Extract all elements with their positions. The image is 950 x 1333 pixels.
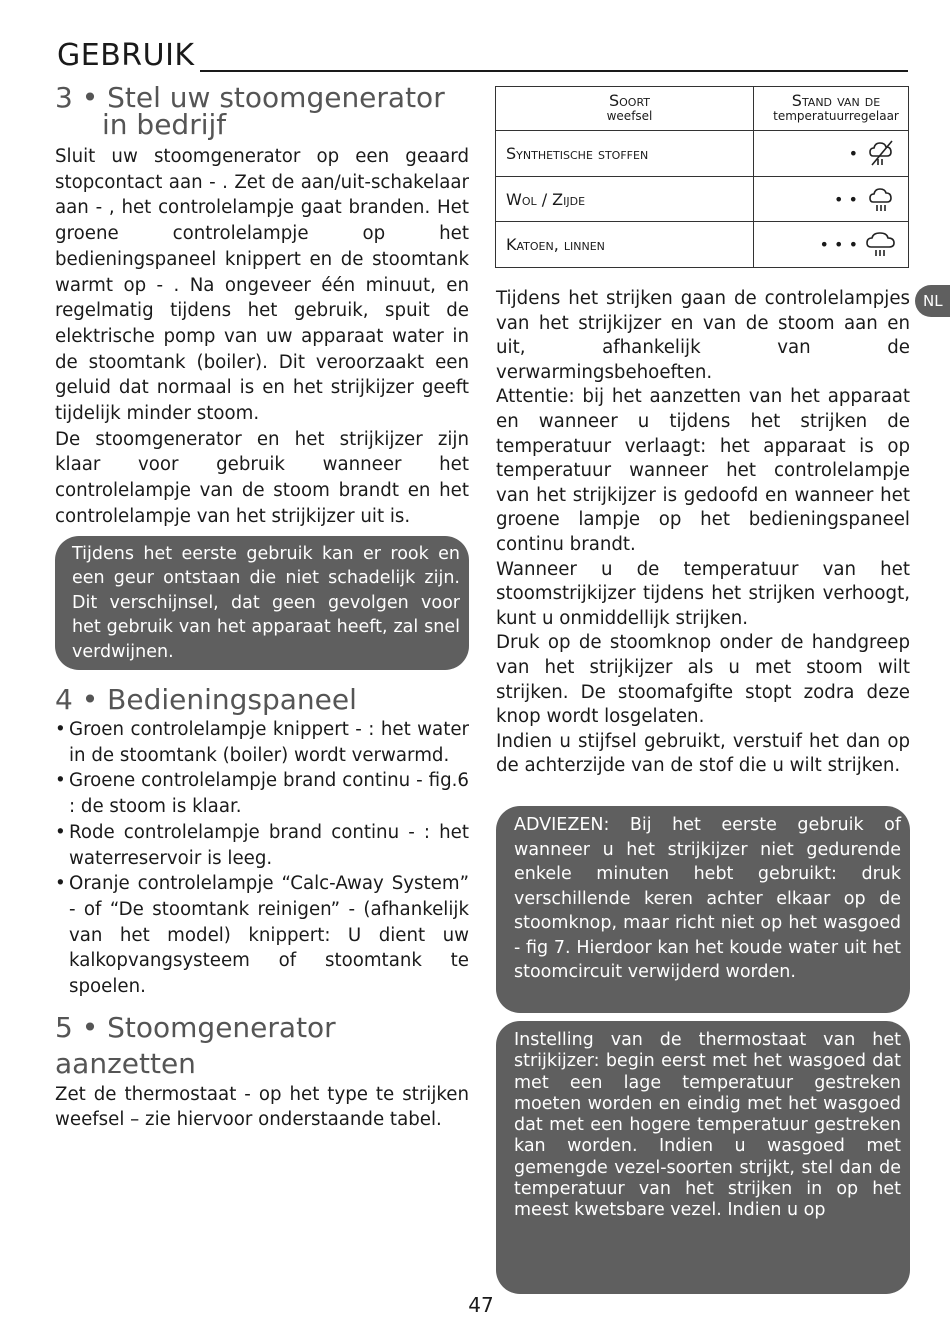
section-3-paragraph-2: De stoomgenerator en het strijkijzer zijn klaar voor gebruik wanneer het controlelampje van de stoom brandt en het controlelampje van het strijkijzer uit is. [55,428,469,527]
list-item: • Oranje controlelampje “Calc-Away System” - of “De stoomtank reinigen” - (afhankelijk van het model) knippert: U dient uw kalkopvangsysteem of stoomtank te spoelen. [55,871,469,1000]
table-row [496,177,909,222]
right-paragraph-5: Indien u stijfsel gebruikt, verstuif het dan op de achterzijde van de stof die u wilt strijken. [496,730,910,777]
section-5-paragraph: Zet de thermostaat - op het type te strijken weefsel – zie hiervoor onderstaande tabel. [55,1083,469,1131]
section-3-paragraph-1: Sluit uw stoomgenerator op een geaard stopcontact aan - . Zet de aan/uit-schakelaar aan - , het controlelampje gaat branden. Het groene controlelampje op het bedieningspaneel knippert en de stoomtank warmt op - . Na ongeveer één minuut, en regelmatig tijdens het gebruik, spuit de elektrische pomp van uw apparaat water in de stoomtank (boiler). Dit veroorzaakt een geluid dat normaal is en het strijkijzer geeft tijdelijk minder stoom. [55,146,469,425]
fabric-table [495,86,909,268]
table-header-row [496,87,909,131]
table-cell-fabric: Synthetische stoffen [496,131,754,177]
table-row [496,222,909,268]
page-number: 47 [468,1293,494,1317]
advice-box [496,806,910,1013]
table-cell-fabric: Katoen, linnen [496,222,754,268]
setting-dots: • • [834,189,858,209]
table-cell-setting [754,177,909,222]
table-row [496,131,909,177]
right-paragraph-4: Druk op de stoomknop onder de handgreep van het strijkijzer als u met stoom wilt strijken. De stoomafgifte stopt zodra deze knop wordt losgelaten. [496,632,910,728]
list-item: • Groene controlelampje brand continu - fig.6 : de stoom is klaar. [55,768,469,819]
section-3-title-line2: in bedrijf [102,108,227,141]
section-5-title-line1: 5 • Stoomgenerator [55,1010,336,1044]
language-tab: NL [915,285,950,317]
list-item: • Groen controlelampje knippert - : het water in de stoomtank (boiler) wordt verwarmd. [55,717,469,768]
right-paragraph-1: Tijdens het strijken gaan de controlelampjes van het strijkijzer en van de stoom aan en uit, afhankelijk van de verwarmingsbehoeften. [496,288,910,383]
first-use-note-text: Tijdens het eerste gebruik kan er rook en een geur ontstaan die niet schadelijk zijn. Dit verschijnsel, dat geen gevolgen voor het gebruik van het apparaat heeft, zal snel verdwijnen. [72,543,460,662]
page-title: GEBRUIK [57,38,195,73]
steam-cloud-large-icon [866,230,896,260]
right-paragraph-2: Attentie: bij het aanzetten van het apparaat en wanneer u tijdens het strijken de temperatuur verlaagt: het apparaat is op temperatuur wanneer het controlelampje van het strijkijzer is gedoofd en wanneer het groene lampje op het bedieningspaneel continu brandt. [496,386,910,555]
list-item: • Rode controlelampje brand continu - : het waterreservoir is leeg. [55,820,469,871]
title-rule [200,70,908,72]
first-use-note [55,536,469,671]
steam-cloud-crossed-icon [868,139,896,169]
thermostat-text: Instelling van de thermostaat van het strijkijzer: begin eerst met het wasgoed dat met een lage temperatuur gestreken moeten worden en eindig met het wasgoed dat met een hogere temperatuur gestreken kan worden. Indien u wasgoed met gemengde vezel-soorten strijkt, stel dan de temperatuur van het strijken in op het meest kwetsbare vezel. Indien u op [514,1030,901,1221]
right-paragraph-3: Wanneer u de temperatuur van het stoomstrijkijzer tijdens het strijken verhoogt, kunt u onmiddellijk strijken. [496,558,910,629]
section-5-title [55,1010,469,1082]
section-5-title-line2: aanzetten [55,1046,196,1080]
table-header-fabric: Soort weefsel [496,87,754,131]
thermostat-box [496,1021,910,1294]
left-column [55,81,469,1133]
setting-dots: • [848,144,858,163]
section-3-title [55,81,469,141]
fabric-table-wrap [495,86,909,268]
advice-text: ADVIEZEN: Bij het eerste gebruik of wanneer u het strijkijzer niet gedurende enkele minuten hebt gebruikt: druk verschillende keren achter elkaar op de stoomknop, maar richt niet op het wasgoed - fig 7. Hierdoor kan het koude water uit het stoomcircuit verwijderd worden. [514,815,901,982]
table-cell-setting [754,222,909,268]
section-4-title: 4 • Bedieningspaneel [55,683,357,717]
right-column [496,287,910,779]
setting-dots: • • • [819,235,858,254]
table-cell-setting [754,131,909,177]
table-cell-fabric: Wol / Zijde [496,177,754,222]
steam-cloud-small-icon [868,185,896,215]
table-header-setting: Stand van de temperatuurregelaar [754,87,909,131]
section-3-title-line1: 3 • Stel uw stoomgenerator [55,81,445,114]
indicator-list [55,717,469,1000]
